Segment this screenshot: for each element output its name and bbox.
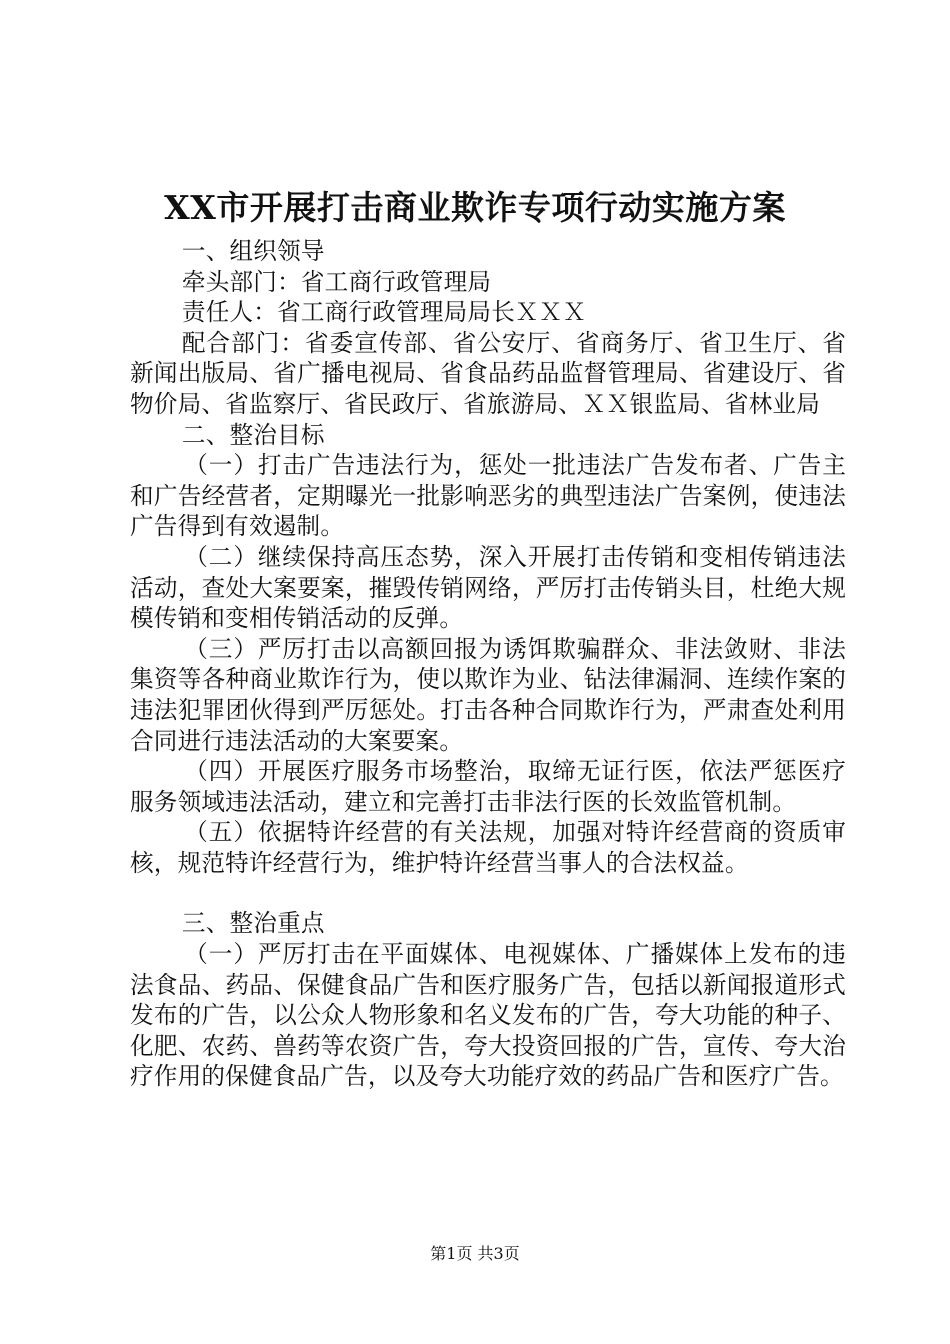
- responsible-person-line: 责任人：省工商行政管理局局长ＸＸＸ: [181, 298, 587, 327]
- lead-department-line: 牵头部门：省工商行政管理局: [181, 267, 492, 296]
- goal-item-1: （一）打击广告违法行为，惩处一批违法广告发布者、广告主和广告经营者，定期曝光一批影响恶劣的典型违法广告案例，使违法广告得到有效遏制。: [130, 451, 846, 541]
- focus-item-1: （一）严厉打击在平面媒体、电视媒体、广播媒体上发布的违法食品、药品、保健食品广告和医疗服务广告，包括以新闻报道形式发布的广告，以公众人物形象和名义发布的广告，夸大功能的种子、化肥、农药、兽药等农资广告，夸大投资回报的广告，宣传、夸大治疗作用的保健食品广告，以及夸大功能疗效的药品广告和医疗广告。: [130, 940, 846, 1091]
- goal-item-2: （二）继续保持高压态势，深入开展打击传销和变相传销违法活动，查处大案要案，摧毁传销网络，严厉打击传销头目，杜绝大规模传销和变相传销活动的反弹。: [130, 542, 846, 633]
- section-heading-focus: 三、整治重点: [181, 909, 325, 938]
- document-title: XX市开展打击商业欺诈专项行动实施方案: [164, 188, 786, 227]
- goal-item-4: （四）开展医疗服务市场整治，取缔无证行医，依法严惩医疗服务领域违法活动，建立和完善打击非法行医的长效监管机制。: [130, 757, 846, 816]
- section-heading-goals: 二、整治目标: [181, 420, 325, 449]
- document-body: [130, 236, 846, 1092]
- goal-item-5: （五）依据特许经营的有关法规，加强对特许经营商的资质审核，规范特许经营行为，维护特许经营当事人的合法权益。: [130, 818, 846, 877]
- cooperating-departments-paragraph: 配合部门：省委宣传部、省公安厅、省商务厅、省卫生厅、省新闻出版局、省广播电视局、省食品药品监督管理局、省建设厅、省物价局、省监察厅、省民政厅、省旅游局、ＸＸ银监局、省林业局: [130, 328, 846, 418]
- page-number-footer: 第1页 共3页: [430, 1244, 520, 1263]
- goal-item-3: （三）严厉打击以高额回报为诱饵欺骗群众、非法敛财、非法集资等各种商业欺诈行为，使以欺诈为业、钻法律漏洞、连续作案的违法犯罪团伙得到严厉惩处。打击各种合同欺诈行为，严肃查处利用合同进行违法活动的大案要案。: [130, 634, 846, 755]
- section-heading-organization: 一、组织领导: [181, 237, 325, 265]
